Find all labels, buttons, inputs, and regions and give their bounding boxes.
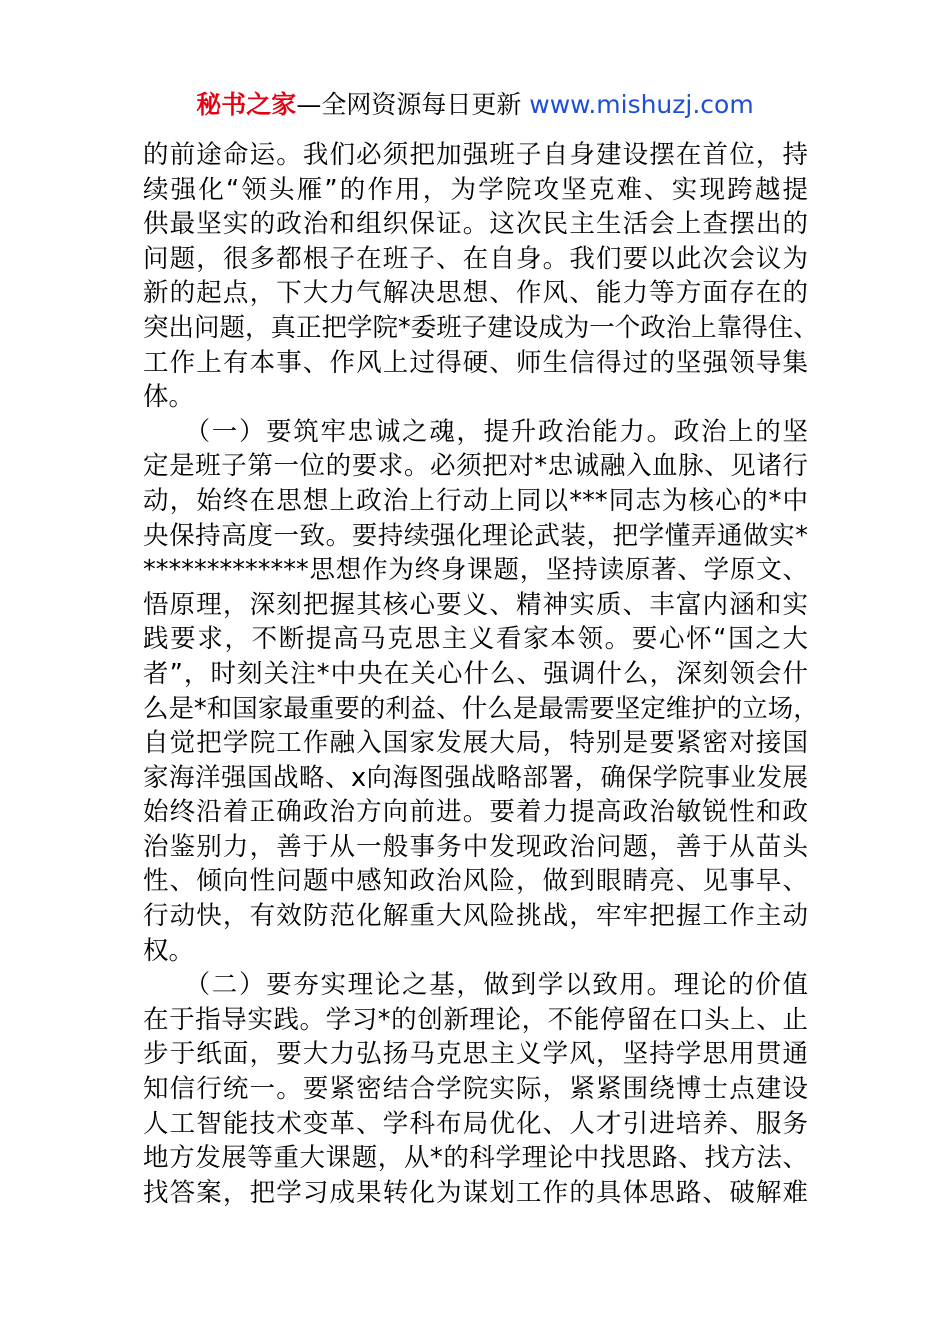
site-url-link[interactable]: www.mishuzj.com (521, 90, 754, 119)
text-line: 动，始终在思想上政治上行动上同以***同志为核心的*中 (143, 485, 808, 516)
text-line: 找答案，把学习成果转化为谋划工作的具体思路、破解难 (143, 1177, 808, 1208)
text-line: 行动快，有效防范化解重大风险挑战，牢牢把握工作主动 (143, 901, 808, 932)
text-line: 治鉴别力，善于从一般事务中发现政治问题，善于从苗头 (143, 831, 808, 862)
text-line: 么是*和国家最重要的利益、什么是最需要坚定维护的立场， (143, 693, 819, 724)
text-line: 工作上有本事、作风上过得硬、师生信得过的坚强领导集 (143, 347, 808, 378)
text-line: 央保持高度一致。要持续强化理论武装，把学懂弄通做实* (143, 520, 808, 551)
text-line: 地方发展等重大课题，从*的科学理论中找思路、找方法、 (143, 1143, 808, 1174)
text-line: 家海洋强国战略、x向海图强战略部署，确保学院事业发展 (143, 762, 808, 793)
text-line: 续强化“领头雁”的作用，为学院攻坚克难、实现跨越提 (143, 174, 808, 205)
text-line: 权。 (143, 935, 195, 966)
text-line: 践要求，不断提高马克思主义看家本领。要心怀“国之大 (143, 624, 808, 655)
header-slogan: —全网资源每日更新 (296, 90, 522, 119)
brand-name: 秘书之家 (196, 90, 297, 119)
text-line: 步于纸面，要大力弘扬马克思主义学风，坚持学思用贯通 (143, 1039, 808, 1070)
text-line: 始终沿着正确政治方向前进。要着力提高政治敏锐性和政 (143, 797, 808, 828)
text-line: 供最坚实的政治和组织保证。这次民主生活会上查摆出的 (143, 209, 808, 240)
text-line: 在于指导实践。学习*的创新理论，不能停留在口头上、止 (143, 1004, 808, 1035)
text-line: 体。 (143, 382, 195, 413)
text-line: 性、倾向性问题中感知政治风险，做到眼睛亮、见事早、 (143, 866, 808, 897)
text-line: 新的起点，下大力气解决思想、作风、能力等方面存在的 (143, 278, 808, 309)
text-line: 悟原理，深刻把握其核心要义、精神实质、丰富内涵和实 (143, 589, 808, 620)
document-body (143, 138, 819, 1210)
text-line: （一）要筑牢忠诚之魂，提升政治能力。政治上的坚 (143, 416, 808, 447)
text-line: 问题，很多都根子在班子、在自身。我们要以此次会议为 (143, 243, 808, 274)
text-line: 人工智能技术变革、学科布局优化、人才引进培养、服务 (143, 1108, 808, 1139)
text-line: 知信行统一。要紧密结合学院实际，紧紧围绕博士点建设 (143, 1074, 808, 1105)
text-line: 自觉把学院工作融入国家发展大局，特别是要紧密对接国 (143, 728, 808, 759)
text-line: 者”，时刻关注*中央在关心什么、强调什么，深刻领会什 (143, 658, 808, 689)
text-line: 突出问题，真正把学院*委班子建设成为一个政治上靠得住、 (143, 312, 819, 343)
site-header (0, 88, 950, 122)
text-line: 的前途命运。我们必须把加强班子自身建设摆在首位，持 (143, 140, 808, 170)
text-line: 定是班子第一位的要求。必须把对*忠诚融入血脉、见诸行 (143, 451, 808, 482)
text-line: （二）要夯实理论之基，做到学以致用。理论的价值 (143, 970, 808, 1001)
text-line: *************思想作为终身课题，坚持读原著、学原文、 (143, 555, 808, 586)
